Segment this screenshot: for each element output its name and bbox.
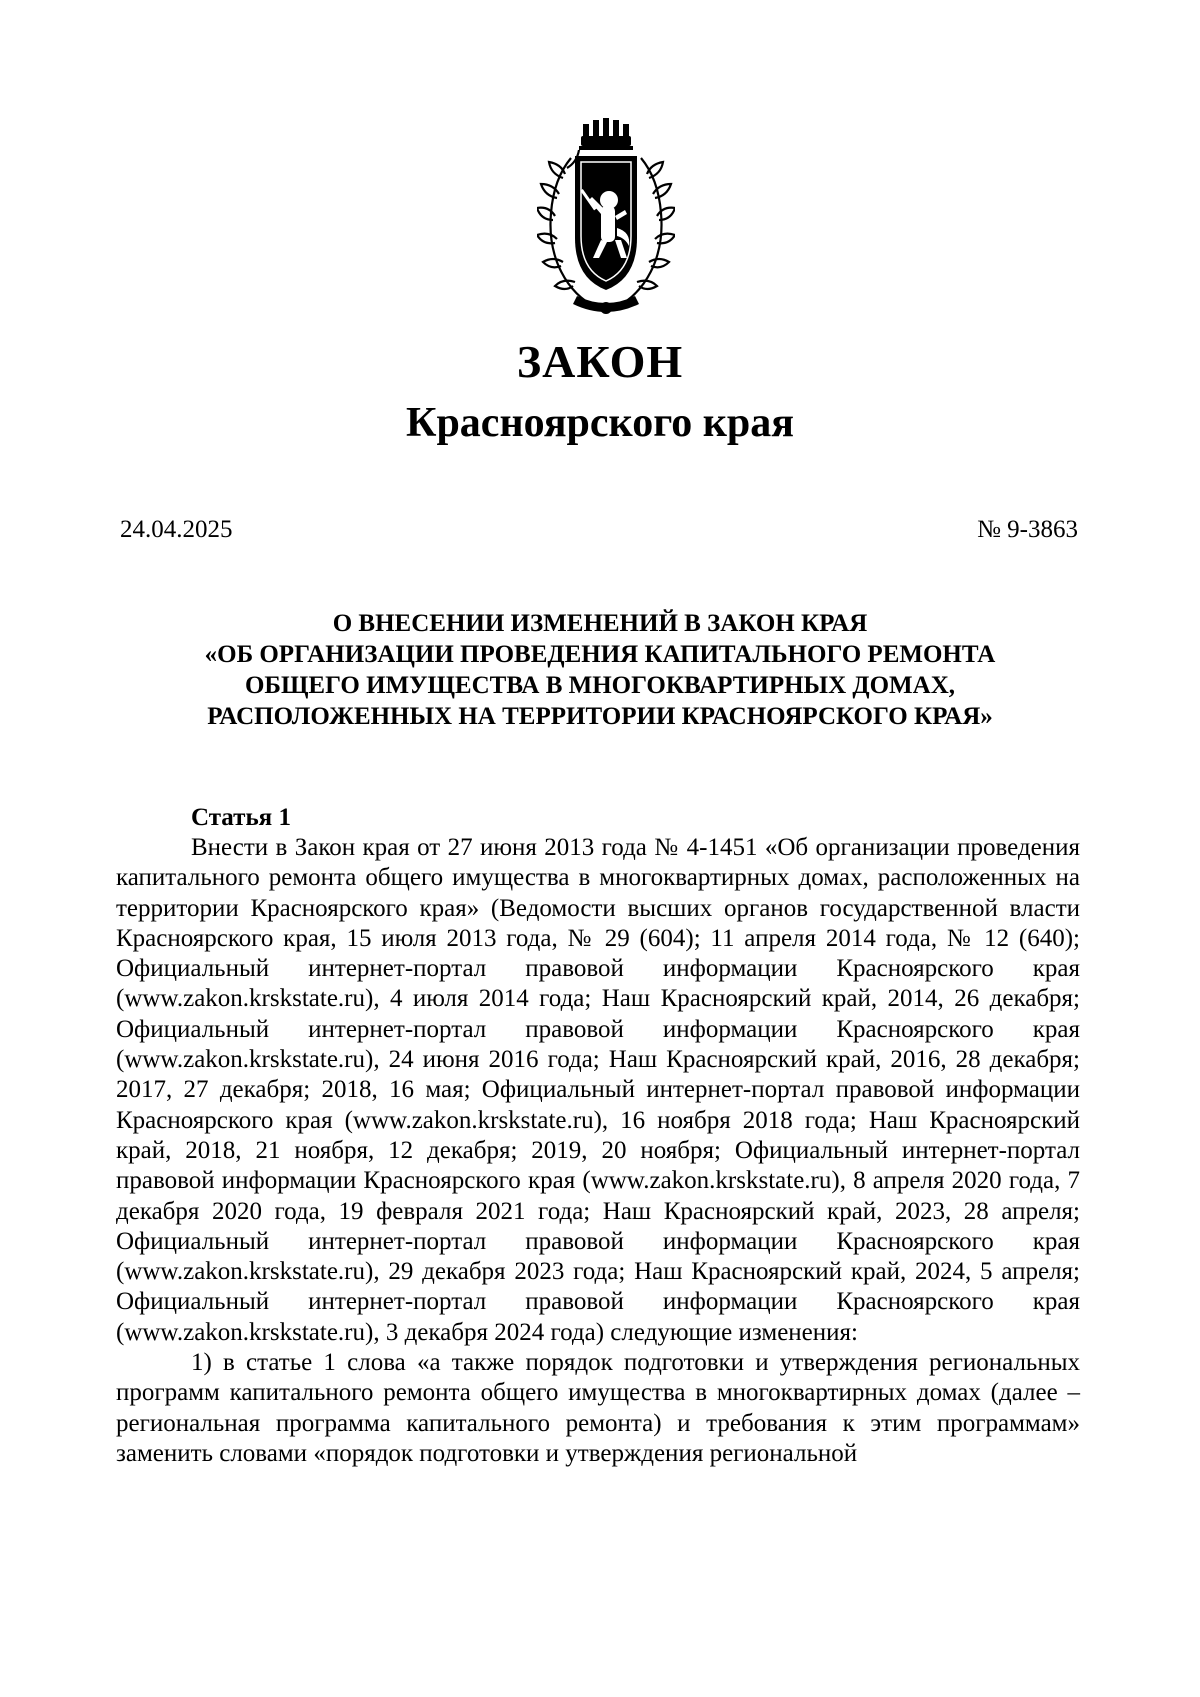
article-paragraph: Внести в Закон края от 27 июня 2013 года № 4-1451 «Об организации проведения капитального ремонта общего имущества в многоквартирных домах, расположенных на территории Красноярского края» (Ведомости высших органов государственной власти Красноярского края, 15 июля 2013 года, № 29 (604); 11 апреля 2014 года, № 12 (640); Официальный интернет-портал правовой информации Красноярского края (www.zakon.krskstate.ru), 4 июля 2014 года; Наш Красноярский край, 2014, 26 декабря; Официальный интернет-портал правовой информации Красноярского края (www.zakon.krskstate.ru), 24 июня 2016 года; Наш Красноярский край, 2016, 28 декабря; 2017, 27 декабря; 2018, 16 мая; Официальный интернет-портал правовой информации Красноярского края (www.zakon.krskstate.ru), 16 ноября 2018 года; Наш Красноярский край, 2018, 21 ноября, 12 декабря; 2019, 20 ноября; Официальный интернет-портал правовой информации Красноярского края (www.zakon.krskstate.ru), 8 апреля 2020 года, 7 декабря 2020 года, 19 февраля 2021 года; Наш Красноярский край, 2023, 28 апреля; Официальный интернет-портал правовой информации Красноярского края (www.zakon.krskstate.ru), 29 декабря 2023 года; Наш Красноярский край, 2024, 5 апреля; Официальный интернет-портал правовой информации Красноярского края (www.zakon.krskstate.ru), 3 декабря 2024 года) следующие изменения: — [116, 834, 1080, 1346]
article-heading: Статья 1 — [191, 804, 291, 831]
law-title-line: ОБЩЕГО ИМУЩЕСТВА В МНОГОКВАРТИРНЫХ ДОМАХ, — [244, 672, 956, 699]
law-title — [140, 608, 1060, 732]
law-title-line: О ВНЕСЕНИИ ИЗМЕНЕНИЙ В ЗАКОН КРАЯ — [332, 610, 868, 637]
coat-of-arms-icon — [537, 118, 675, 318]
document-type-title: ЗАКОН — [516, 336, 684, 387]
law-title-line: РАСПОЛОЖЕННЫХ НА ТЕРРИТОРИИ КРАСНОЯРСКОГО КРАЯ» — [207, 703, 993, 730]
issuer-subtitle: Красноярского края — [405, 400, 795, 446]
law-number: № 9-3863 — [977, 516, 1078, 543]
article-paragraph: 1) в статье 1 слова «а также порядок подготовки и утверждения региональных программ капитального ремонта общего имущества в многоквартирных домах (далее – региональная программа капитального ремонта) и требования к этим программам» заменить словами «порядок подготовки и утверждения региональной — [116, 1349, 1080, 1467]
article-body — [116, 833, 1080, 1469]
law-date: 24.04.2025 — [120, 516, 233, 543]
law-title-line: «ОБ ОРГАНИЗАЦИИ ПРОВЕДЕНИЯ КАПИТАЛЬНОГО РЕМОНТА — [204, 641, 996, 668]
